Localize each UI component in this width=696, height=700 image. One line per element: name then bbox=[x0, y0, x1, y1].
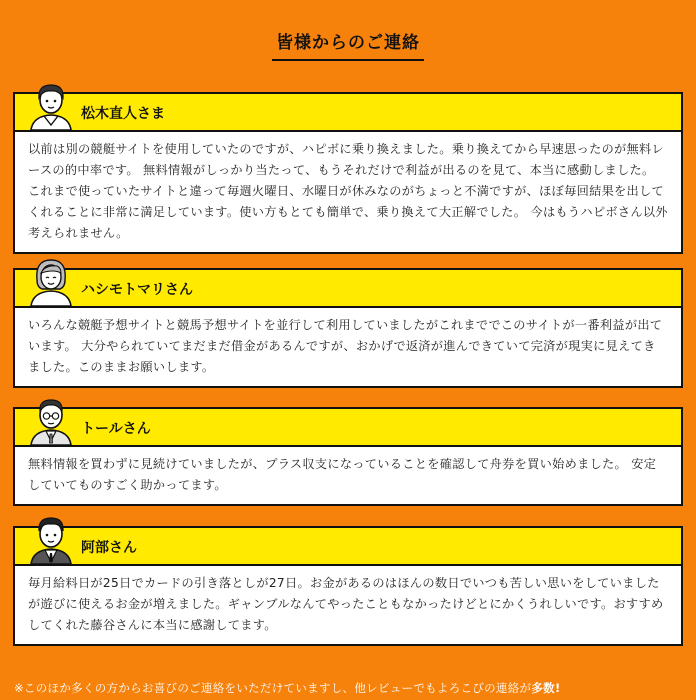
testimonial-text: 以前は別の競艇サイトを使用していたのですが、ハピボに乗り換えました。乗り換えてから早速思ったのが無料レースの的中率です。 無料情報がしっかり当たって、もうそれだけで利益が出るのを見て、本当に感動しました。 これまで使っていたサイトと違って毎週火曜日、水曜日が休みなのがちょっと不満ですが、ほぼ毎回結果を出してくれることに非常に満足しています。使い方もとても簡単で、乗り換えて大正解でした。 今はもうハピボさん以外考えられません。 bbox=[13, 130, 683, 254]
testimonial-name: 阿部さん bbox=[81, 540, 137, 556]
testimonial-card bbox=[13, 407, 683, 506]
footer-note-emphasis: 多数! bbox=[531, 681, 561, 695]
testimonial-name: トールさん bbox=[81, 421, 151, 437]
testimonial-header bbox=[13, 407, 683, 445]
testimonial-text: いろんな競艇予想サイトと競馬予想サイトを並行して利用していましたがこれまででこのサイトが一番利益が出ています。 大分やられていてまだまだ借金があるんですが、おかげで返済が進んできていて完済が現実に見えてきました。このままお願いします。 bbox=[13, 306, 683, 388]
testimonial-card bbox=[13, 92, 683, 254]
testimonial-header bbox=[13, 268, 683, 306]
man-glasses-suit-icon bbox=[27, 393, 75, 445]
woman-short-hair-icon bbox=[27, 254, 75, 306]
testimonial-name: 松木直人さま bbox=[81, 106, 165, 122]
man-suit-tie-icon bbox=[27, 512, 75, 564]
footer-note bbox=[14, 680, 561, 696]
section-header bbox=[0, 28, 696, 61]
section-title: 皆様からのご連絡 bbox=[272, 28, 424, 61]
testimonial-card bbox=[13, 268, 683, 388]
testimonial-text: 毎月給料日が25日でカードの引き落としが27日。お金があるのはほんの数日でいつも苦しい思いをしていましたが遊びに使えるお金が増えました。ギャンブルなんてやったこともなかったけどとにかくうれしいです。おすすめしてくれた藤谷さんに本当に感謝してます。 bbox=[13, 564, 683, 646]
testimonial-name: ハシモトマリさん bbox=[81, 282, 193, 298]
testimonial-header bbox=[13, 526, 683, 564]
testimonial-card bbox=[13, 526, 683, 646]
man-short-hair-icon bbox=[27, 78, 75, 130]
testimonial-header bbox=[13, 92, 683, 130]
footer-note-text: ※このほか多くの方からお喜びのご連絡をいただけていますし、他レビューでもよろこびの連絡が bbox=[14, 681, 532, 695]
testimonial-text: 無料情報を買わずに見続けていましたが、プラス収支になっていることを確認して舟券を買い始めました。 安定していてものすごく助かってます。 bbox=[13, 445, 683, 506]
